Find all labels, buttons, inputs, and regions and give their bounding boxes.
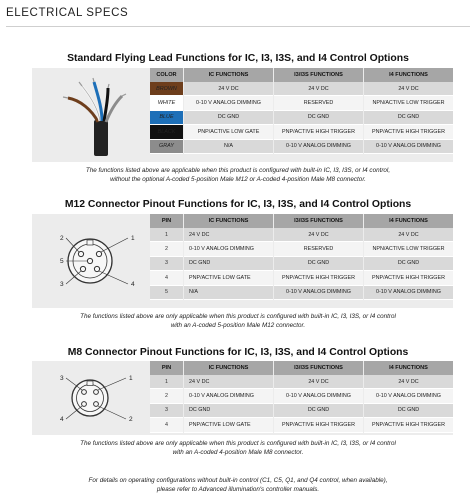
- note-line: without the optional A-coded 5-position Male M12 or A-coded 4-position Male M8 connector.: [110, 176, 366, 184]
- i3-function: 24 V DC: [274, 82, 363, 96]
- footer-line: For details on operating configurations without built-in control (C1, C5, Q1, and Q4 control, when available),: [88, 477, 388, 484]
- i4-function: PNP/ACTIVE HIGH TRIGGER: [364, 418, 453, 432]
- m12-pin-label: 5: [60, 258, 64, 265]
- column-header-i4: I4 FUNCTIONS: [364, 361, 453, 375]
- flying-lead-title: Standard Flying Lead Functions for IC, I3, I3S, and I4 Control Options: [67, 53, 409, 64]
- pin-number: 1: [150, 228, 183, 242]
- i3-function: 0-10 V ANALOG DIMMING: [274, 140, 363, 154]
- m8-pin-label: 4: [60, 416, 64, 423]
- column-header-i3: I3/I3S FUNCTIONS: [274, 68, 363, 82]
- m12-pin-label: 2: [60, 235, 64, 242]
- column-header-pin: PIN: [150, 214, 183, 228]
- table-row: [150, 375, 453, 389]
- i3-function: RESERVED: [274, 242, 363, 256]
- column-header-i3: I3/I3S FUNCTIONS: [274, 214, 363, 228]
- i4-function: 24 V DC: [364, 375, 453, 389]
- i4-function: NPN/ACTIVE LOW TRIGGER: [364, 242, 453, 256]
- m8-connector-icon: [32, 361, 149, 435]
- m12-title: M12 Connector Pinout Functions for IC, I3, I3S, and I4 Control Options: [64, 199, 412, 210]
- pin-number: 2: [150, 242, 183, 256]
- i4-function: 24 V DC: [364, 82, 453, 96]
- column-header-pin: PIN: [150, 361, 183, 375]
- ic-function: N/A: [184, 140, 273, 154]
- note-line: The functions listed above are applicable when this product is configured with built-in IC, I3, I3S, or I4 control,: [85, 167, 391, 174]
- table-row: [150, 140, 453, 154]
- m12-connector-icon: [32, 214, 149, 308]
- m8-header-row: [150, 361, 453, 375]
- note-line: The functions listed above are only applicable when this product is configured with built-in IC, I3, I3S, or I4 control: [80, 313, 396, 320]
- i3-function: DC GND: [274, 111, 363, 125]
- i4-function: DC GND: [364, 111, 453, 125]
- table-row: [150, 404, 453, 418]
- column-header-color: COLOR: [150, 68, 183, 82]
- m12-note: [0, 312, 476, 330]
- ic-function: 0-10 V ANALOG DIMMING: [184, 242, 273, 256]
- pin-number: 3: [150, 404, 183, 418]
- ic-function: DC GND: [184, 257, 273, 271]
- column-header-ic: IC FUNCTIONS: [184, 361, 273, 375]
- i3-function: PNP/ACTIVE HIGH TRIGGER: [274, 271, 363, 285]
- page-heading: ELECTRICAL SPECS: [6, 7, 129, 19]
- ic-function: PNP/ACTIVE LOW GATE: [184, 418, 273, 432]
- m8-title: M8 Connector Pinout Functions for IC, I3, I3S, and I4 Control Options: [67, 347, 409, 358]
- ic-function: PNP/ACTIVE LOW GATE: [184, 271, 273, 285]
- i4-function: PNP/ACTIVE HIGH TRIGGER: [364, 125, 453, 139]
- m12-table: [149, 214, 454, 300]
- pin-number: 3: [150, 257, 183, 271]
- i4-function: DC GND: [364, 404, 453, 418]
- m12-panel: [32, 214, 453, 308]
- ic-function: DC GND: [184, 404, 273, 418]
- i4-function: PNP/ACTIVE HIGH TRIGGER: [364, 271, 453, 285]
- wire-color-gray: GRAY: [150, 140, 183, 154]
- note-line: with an A-coded 5-position Male M12 connector.: [170, 322, 306, 330]
- table-row: [150, 82, 453, 96]
- i3-function: DC GND: [274, 404, 363, 418]
- table-row: [150, 418, 453, 432]
- column-header-ic: IC FUNCTIONS: [184, 214, 273, 228]
- page-heading-rule: [6, 26, 470, 27]
- m8-panel: [32, 361, 453, 435]
- pin-number: 4: [150, 271, 183, 285]
- wire-color-white: WHITE: [150, 96, 183, 110]
- table-row: [150, 389, 453, 403]
- ic-function: PNP/ACTIVE LOW GATE: [184, 125, 273, 139]
- i4-function: 24 V DC: [364, 228, 453, 242]
- i3-function: RESERVED: [274, 96, 363, 110]
- m12-header-row: [150, 214, 453, 228]
- i3-function: 24 V DC: [274, 228, 363, 242]
- m8-pin-label: 2: [129, 416, 133, 423]
- column-header-i3: I3/I3S FUNCTIONS: [274, 361, 363, 375]
- m8-pin-label: 3: [60, 375, 64, 382]
- ic-function: 24 V DC: [184, 375, 273, 389]
- wire-color-blue: BLUE: [150, 111, 183, 125]
- flying-lead-cable-icon: [32, 68, 142, 162]
- column-header-i4: I4 FUNCTIONS: [364, 214, 453, 228]
- i3-function: 0-10 V ANALOG DIMMING: [274, 389, 363, 403]
- m8-note: [0, 439, 476, 457]
- column-header-ic: IC FUNCTIONS: [184, 68, 273, 82]
- flying-lead-header-row: [150, 68, 453, 82]
- i4-function: NPN/ACTIVE LOW TRIGGER: [364, 96, 453, 110]
- footer-note: [0, 476, 476, 494]
- table-row: [150, 111, 453, 125]
- ic-function: 0-10 V ANALOG DIMMING: [184, 389, 273, 403]
- ic-function: 24 V DC: [184, 228, 273, 242]
- m8-table: [149, 361, 454, 433]
- pin-number: 2: [150, 389, 183, 403]
- i4-function: 0-10 V ANALOG DIMMING: [364, 286, 453, 300]
- i3-function: DC GND: [274, 257, 363, 271]
- pin-number: 5: [150, 286, 183, 300]
- pin-number: 4: [150, 418, 183, 432]
- i3-function: PNP/ACTIVE HIGH TRIGGER: [274, 125, 363, 139]
- wire-color-black: BLACK: [150, 125, 183, 139]
- flying-lead-note: [0, 166, 476, 184]
- i4-function: 0-10 V ANALOG DIMMING: [364, 389, 453, 403]
- footer-line: please refer to Advanced illumination's controller manuals.: [156, 486, 320, 494]
- ic-function: DC GND: [184, 111, 273, 125]
- table-row: [150, 271, 453, 285]
- table-row: [150, 125, 453, 139]
- i4-function: 0-10 V ANALOG DIMMING: [364, 140, 453, 154]
- flying-lead-table: [149, 68, 454, 154]
- ic-function: 0-10 V ANALOG DIMMING: [184, 96, 273, 110]
- table-row: [150, 286, 453, 300]
- m12-pin-label: 1: [131, 235, 135, 242]
- table-row: [150, 96, 453, 110]
- pin-number: 1: [150, 375, 183, 389]
- i3-function: 0-10 V ANALOG DIMMING: [274, 286, 363, 300]
- table-row: [150, 257, 453, 271]
- ic-function: N/A: [184, 286, 273, 300]
- note-line: The functions listed above are only applicable when this product is configured with built-in IC, I3, I3S, or I4 control: [80, 440, 396, 447]
- wire-color-brown: BROWN: [150, 82, 183, 96]
- m12-pin-label: 4: [131, 281, 135, 288]
- table-row: [150, 242, 453, 256]
- i4-function: DC GND: [364, 257, 453, 271]
- column-header-i4: I4 FUNCTIONS: [364, 68, 453, 82]
- ic-function: 24 V DC: [184, 82, 273, 96]
- table-row: [150, 228, 453, 242]
- note-line: with an A-coded 4-position Male M8 connector.: [172, 449, 304, 457]
- i3-function: PNP/ACTIVE HIGH TRIGGER: [274, 418, 363, 432]
- m12-pin-label: 3: [60, 281, 64, 288]
- flying-lead-panel: [32, 68, 453, 162]
- i3-function: 24 V DC: [274, 375, 363, 389]
- m8-pin-label: 1: [129, 375, 133, 382]
